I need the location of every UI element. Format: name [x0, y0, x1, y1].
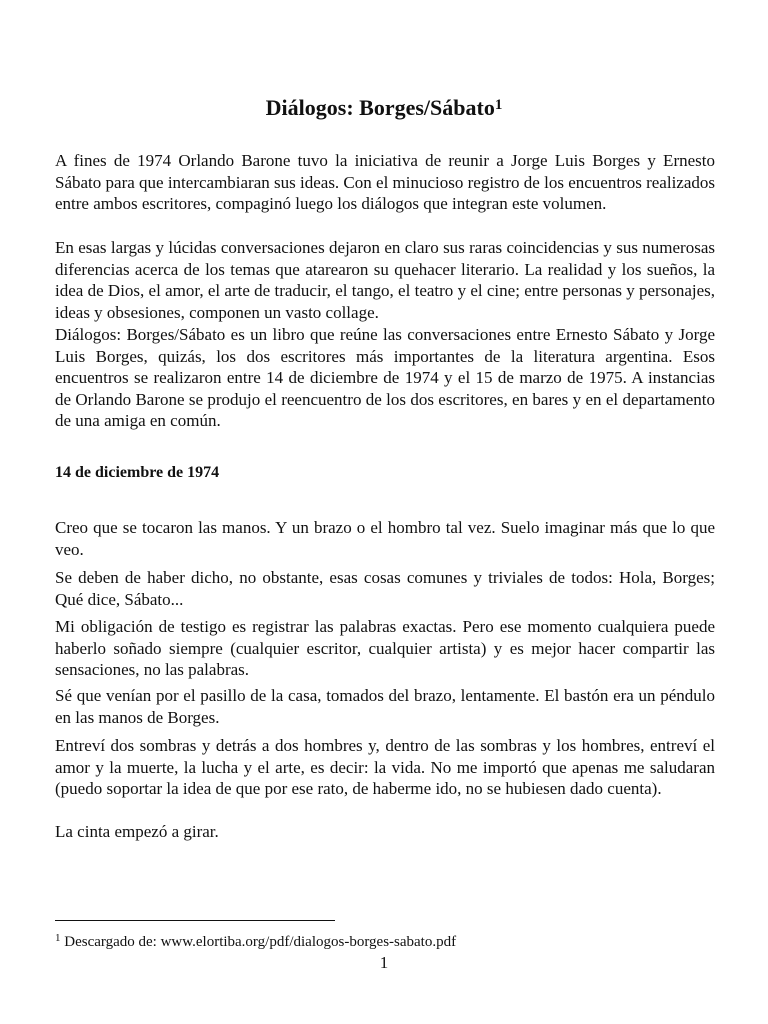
section-paragraph-1: Creo que se tocaron las manos. Y un brazo o el hombro tal vez. Suelo imaginar más que lo que veo.	[55, 518, 715, 559]
section-paragraph-6: La cinta empezó a girar.	[55, 822, 219, 841]
footnote	[55, 932, 456, 952]
page-number: 1	[379, 953, 389, 972]
section-paragraph-4: Sé que venían por el pasillo de la casa, tomados del brazo, lentamente. El bastón era un péndulo en las manos de Borges.	[55, 686, 715, 727]
intro-paragraph-3: Diálogos: Borges/Sábato es un libro que reúne las conversaciones entre Ernesto Sábato y Jorge Luis Borges, quizás, los dos escritores más importantes de la literatura argentina. Esos encuentros se realizaron entre 14 de diciembre de 1974 y el 15 de marzo de 1975. A instancias de Orlando Barone se produjo el reencuentro de los dos escritores, en bares y en el departamento de una amiga en común.	[55, 325, 715, 430]
section-heading: 14 de diciembre de 1974	[55, 464, 220, 481]
section-paragraph-2: Se deben de haber dicho, no obstante, esas cosas comunes y triviales de todos: Hola, Borges; Qué dice, Sábato...	[55, 568, 715, 609]
footnote-marker: 1	[55, 932, 61, 944]
intro-paragraph-1: A fines de 1974 Orlando Barone tuvo la iniciativa de reunir a Jorge Luis Borges y Ernesto Sábato para que intercambiaran sus ideas. Con el minucioso registro de los encuentros realizados entre ambos escritores, compaginó luego los diálogos que integran este volumen.	[55, 151, 715, 213]
section-paragraph-3: Mi obligación de testigo es registrar las palabras exactas. Pero ese momento cualquiera puede haberlo soñado siempre (cualquier escritor, cualquier artista) y es mejor hacer compartir las sensaciones, no las palabras.	[55, 617, 715, 679]
intro-paragraph-2: En esas largas y lúcidas conversaciones dejaron en claro sus raras coincidencias y sus numerosas diferencias acerca de los temas que atarearon su quehacer literario. La realidad y los sueños, la idea de Dios, el amor, el arte de traducir, el tango, el teatro y el cine; entre personas y personajes, ideas y obsesiones, componen un vasto collage.	[55, 238, 715, 322]
page-title	[0, 93, 768, 123]
title-text: Diálogos: Borges/Sábato	[265, 94, 495, 120]
footnote-text: Descargado de: www.elortiba.org/pdf/dialogos-borges-sabato.pdf	[64, 934, 457, 950]
footnote-divider	[55, 920, 335, 921]
title-footnote-marker: 1	[494, 96, 503, 113]
section-paragraph-5: Entreví dos sombras y detrás a dos hombres y, dentro de las sombras y los hombres, entreví el amor y la muerte, la lucha y el arte, es decir: la vida. No me importó que apenas me saludaran (puedo soportar la idea de que por ese rato, de haberme ido, no se hubiesen dado cuenta).	[55, 736, 715, 798]
